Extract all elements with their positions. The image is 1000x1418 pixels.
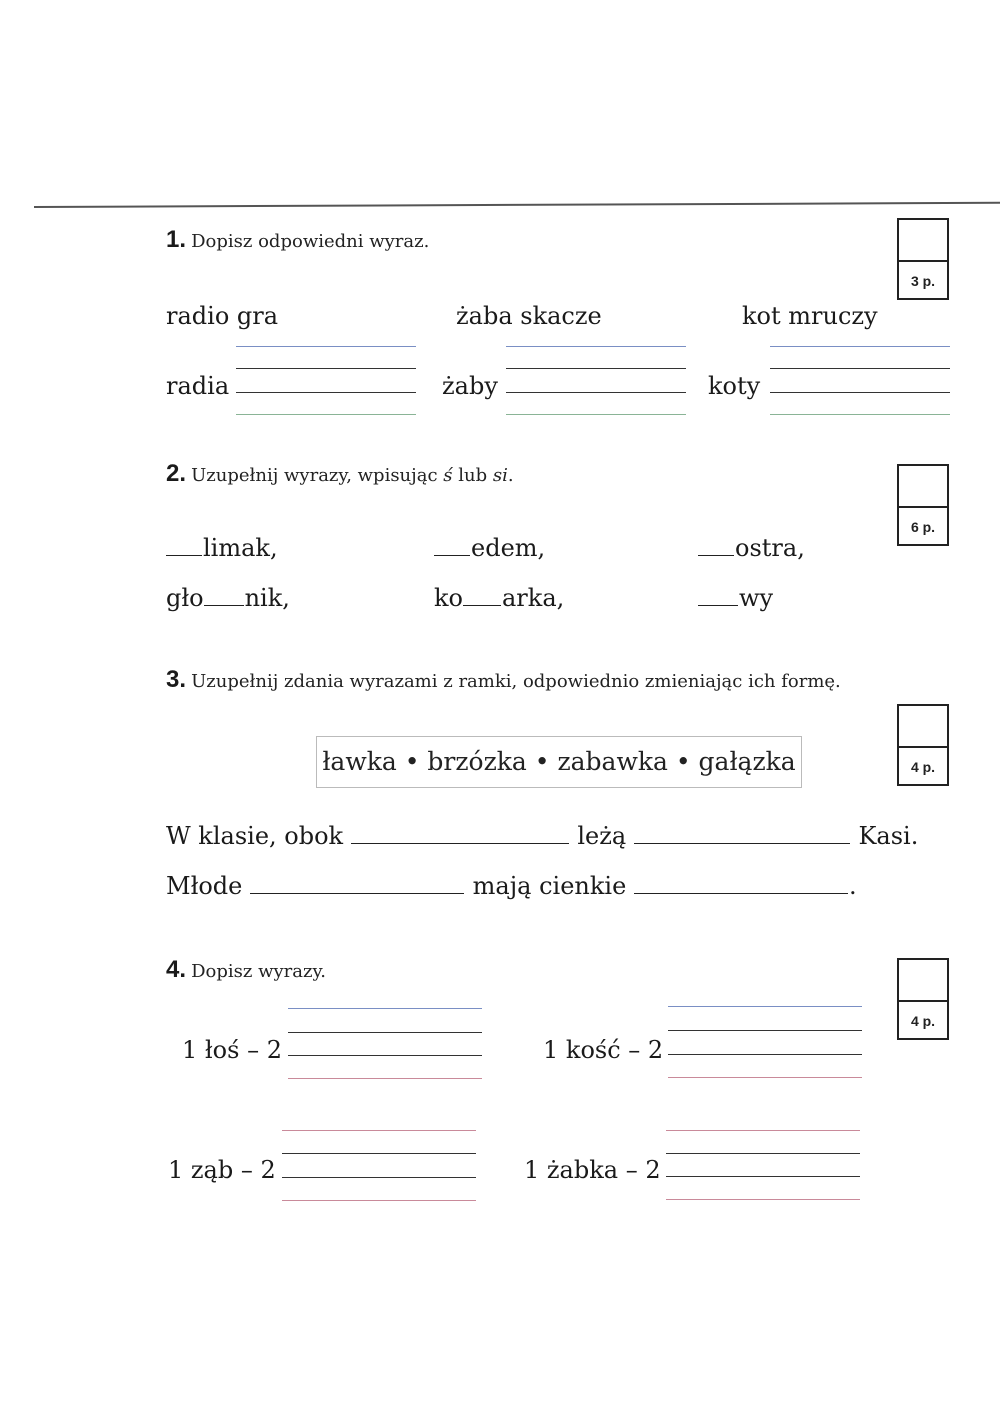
answer-line[interactable] [282, 1177, 476, 1178]
task-3-instruction: Uzupełnij zdania wyrazami z ramki, odpowiednio zmieniając ich formę. [191, 671, 841, 692]
task-1-singular-1: radio gra [166, 302, 279, 330]
task-3-score-box[interactable] [897, 704, 949, 786]
answer-line[interactable] [506, 414, 686, 415]
task-1-singular-2: żaba skacze [456, 302, 602, 330]
task-2-word-6: wy [698, 584, 773, 612]
task-1-points: 3 p. [910, 273, 936, 289]
task-2-header [166, 460, 514, 488]
task-2-word-3: ostra, [698, 534, 805, 562]
sentence-blank[interactable] [250, 893, 464, 894]
answer-line[interactable] [770, 414, 950, 415]
task-2-word-2: edem, [434, 534, 545, 562]
task-1-singular-3: kot mruczy [742, 302, 878, 330]
answer-line[interactable] [770, 392, 950, 393]
answer-line[interactable] [288, 1078, 482, 1079]
answer-line[interactable] [668, 1006, 862, 1007]
task-1-instruction: Dopisz odpowiedni wyraz. [191, 231, 430, 252]
letter-blank[interactable] [204, 605, 244, 606]
letter-blank[interactable] [166, 555, 202, 556]
answer-line[interactable] [282, 1200, 476, 1201]
task-3-sentence-1: W klasie, obok leżą Kasi. [166, 822, 919, 850]
task-1-number: 1. [166, 226, 187, 253]
task-2-number: 2. [166, 460, 187, 487]
word-frame: ławka • brzózka • zabawka • gałązka [316, 736, 802, 788]
answer-line[interactable] [770, 346, 950, 347]
answer-line[interactable] [668, 1054, 862, 1055]
task-2-score-input[interactable] [899, 466, 947, 508]
answer-line[interactable] [666, 1199, 860, 1200]
task-1-header [166, 226, 429, 254]
task-4-item-2: 1 kość – 2 [543, 1036, 664, 1064]
task-2-word-5: ko arka, [434, 584, 565, 612]
task-1-plural-2: żaby [442, 372, 498, 400]
task-4-instruction: Dopisz wyrazy. [191, 961, 326, 982]
task-1-plural-1: radia [166, 372, 230, 400]
task-1-plural-3: koty [708, 372, 761, 400]
task-2-instruction: Uzupełnij wyrazy, wpisując ś lub si. [191, 465, 514, 486]
task-1-score-box[interactable] [897, 218, 949, 300]
task-2-points: 6 p. [910, 519, 936, 535]
letter-blank[interactable] [698, 555, 734, 556]
task-3-points: 4 p. [910, 759, 936, 775]
answer-line[interactable] [666, 1130, 860, 1131]
top-rule [34, 202, 1000, 208]
task-4-header [166, 956, 326, 984]
answer-line[interactable] [770, 368, 950, 369]
task-3-number: 3. [166, 666, 187, 693]
task-4-score-input[interactable] [899, 960, 947, 1002]
task-3-header [166, 666, 841, 694]
sentence-blank[interactable] [634, 893, 848, 894]
answer-line[interactable] [236, 414, 416, 415]
task-3-score-input[interactable] [899, 706, 947, 748]
answer-line[interactable] [288, 1055, 482, 1056]
answer-line[interactable] [282, 1130, 476, 1131]
sentence-blank[interactable] [634, 843, 850, 844]
answer-line[interactable] [236, 392, 416, 393]
task-2-word-4: gło nik, [166, 584, 290, 612]
answer-line[interactable] [288, 1008, 482, 1009]
task-4-points: 4 p. [910, 1013, 936, 1029]
task-4-item-4: 1 żabka – 2 [524, 1156, 661, 1184]
answer-line[interactable] [236, 368, 416, 369]
answer-line[interactable] [506, 392, 686, 393]
answer-line[interactable] [506, 368, 686, 369]
task-3-sentence-2: Młode mają cienkie . [166, 872, 857, 900]
sentence-blank[interactable] [351, 843, 569, 844]
answer-line[interactable] [668, 1030, 862, 1031]
task-4-number: 4. [166, 956, 187, 983]
answer-line[interactable] [506, 346, 686, 347]
answer-line[interactable] [282, 1153, 476, 1154]
letter-blank[interactable] [434, 555, 470, 556]
letter-blank[interactable] [698, 605, 738, 606]
task-2-score-box[interactable] [897, 464, 949, 546]
task-4-score-box[interactable] [897, 958, 949, 1040]
task-4-item-3: 1 ząb – 2 [168, 1156, 276, 1184]
task-4-item-1: 1 łoś – 2 [182, 1036, 282, 1064]
answer-line[interactable] [668, 1077, 862, 1078]
letter-blank[interactable] [463, 605, 501, 606]
answer-line[interactable] [236, 346, 416, 347]
answer-line[interactable] [288, 1032, 482, 1033]
answer-line[interactable] [666, 1176, 860, 1177]
answer-line[interactable] [666, 1153, 860, 1154]
task-2-word-1: limak, [166, 534, 278, 562]
task-1-score-input[interactable] [899, 220, 947, 262]
